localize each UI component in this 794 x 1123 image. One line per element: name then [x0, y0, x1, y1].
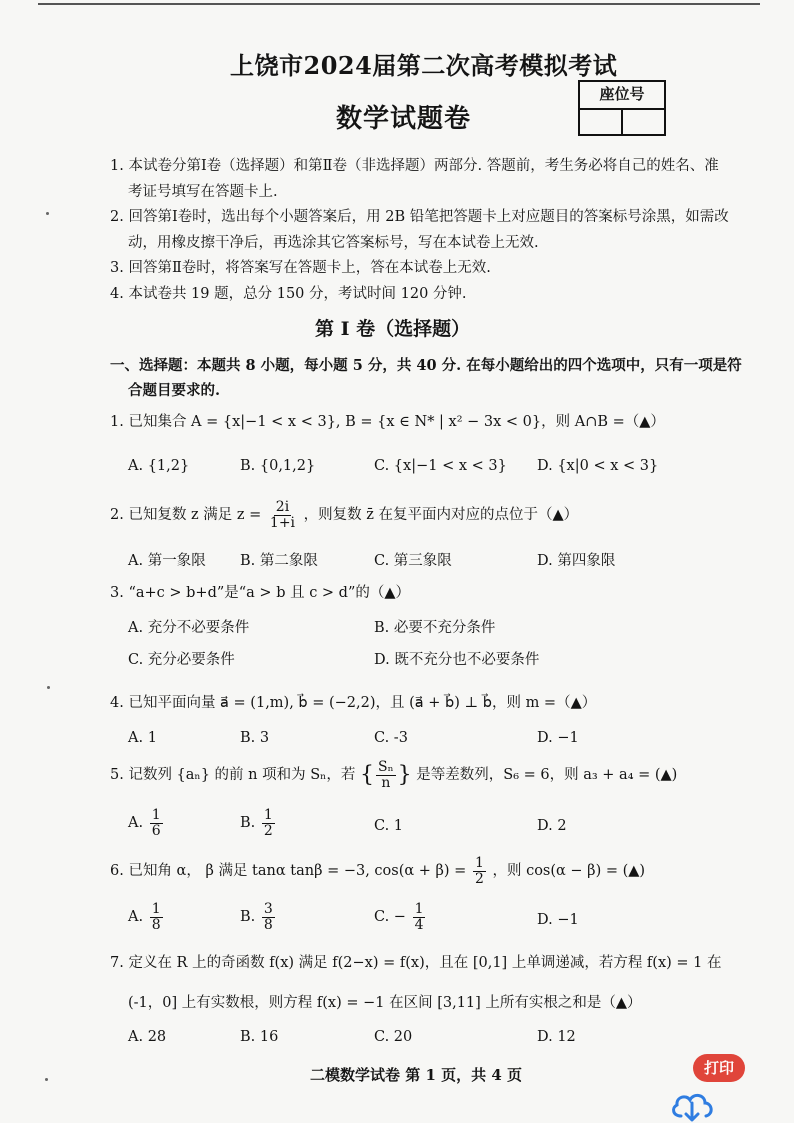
- question-7-option-a: A. 28: [128, 1029, 167, 1045]
- page-footer: 二模数学试卷 第 1 页，共 4 页: [310, 1066, 522, 1084]
- question-3-option-c: C. 充分必要条件: [128, 652, 235, 668]
- question-2-stem-post: ，则复数 z̄ 在复平面内对应的点位于（▲）: [303, 507, 579, 524]
- question-5-denominator: n: [381, 774, 391, 791]
- question-2-option-a: A. 第一象限: [128, 553, 206, 569]
- question-2-numerator: 2i: [275, 499, 290, 515]
- question-7-option-d: D. 12: [537, 1029, 576, 1045]
- question-6-denominator: 2: [474, 870, 484, 887]
- instruction-4: 4. 本试卷共 19 题，总分 150 分，考试时间 120 分钟.: [110, 286, 467, 302]
- question-5-option-a-fraction: [150, 808, 163, 838]
- instruction-2-cont: 动，用橡皮擦干净后，再选涂其它答案标号，写在本试卷上无效.: [128, 235, 539, 251]
- question-6-option-a-num: 1: [151, 901, 161, 917]
- question-2-option-c: C. 第三象限: [374, 553, 452, 569]
- question-4-stem: 4. 已知平面向量 a⃗ = (1,m), b⃗ = (−2,2)，且 (a⃗ + b⃗) ⊥ b⃗，则 m =（▲）: [110, 695, 597, 711]
- question-5-stem-post: 是等差数列，S₆ = 6，则 a₃ + a₄ = (▲): [416, 767, 678, 784]
- question-6-option-b-label: B.: [240, 909, 256, 926]
- question-5-option-b-den: 2: [263, 822, 273, 839]
- question-6-numerator: 1: [474, 855, 484, 871]
- question-5-option-a-label: A.: [128, 815, 144, 832]
- question-3-option-d: D. 既不充分也不必要条件: [374, 652, 540, 668]
- question-5-stem: [110, 760, 677, 790]
- question-2-denominator: 1+i: [269, 514, 296, 531]
- question-5-option-b-num: 1: [263, 807, 273, 823]
- question-1-option-c: C. {x|−1 < x < 3}: [374, 458, 507, 474]
- question-5-option-b-fraction: [262, 808, 275, 838]
- scan-speck: [46, 212, 49, 215]
- question-6-option-c-fraction: [413, 902, 426, 932]
- question-7-option-c: C. 20: [374, 1029, 413, 1045]
- question-5-option-a-num: 1: [151, 807, 161, 823]
- question-1-option-a: A. {1,2}: [128, 458, 190, 474]
- section-intro: 一、选择题：本题共 8 小题，每小题 5 分，共 40 分. 在每小题给出的四个选项中，只有一项是符: [110, 357, 742, 374]
- question-5-option-b-label: B.: [240, 815, 256, 832]
- question-6-option-c-den: 4: [414, 916, 424, 933]
- question-3-option-b: B. 必要不充分条件: [374, 620, 496, 636]
- seat-number-box: [578, 80, 666, 136]
- question-5-right-brace: }: [397, 762, 412, 788]
- question-2-stem-pre: 2. 已知复数 z 满足 z =: [110, 507, 262, 524]
- question-6-option-b-fraction: [262, 902, 275, 932]
- question-6-option-c-num: 1: [414, 901, 424, 917]
- question-6-stem-pre: 6. 已知角 α， β 满足 tanα tanβ = −3, cos(α + β) =: [110, 863, 467, 880]
- question-5-fraction: [376, 760, 396, 790]
- seat-number-label: 座位号: [580, 82, 664, 110]
- question-5-left-brace: {: [360, 762, 375, 788]
- seat-number-cells: [580, 110, 664, 136]
- question-5-option-a: [128, 808, 165, 838]
- question-7-stem-cont: (-1，0] 上有实数根，则方程 f(x) = −1 在区间 [3,11] 上所有实根之和是（▲）: [128, 995, 642, 1011]
- question-2-fraction: [268, 500, 297, 530]
- question-6-option-a-fraction: [150, 902, 163, 932]
- question-6-stem-post: ，则 cos(α − β) = (▲): [492, 863, 646, 880]
- question-6-option-b: [240, 902, 277, 932]
- question-3-option-a: A. 充分不必要条件: [128, 620, 250, 636]
- section-intro-cont: 合题目要求的.: [128, 382, 221, 399]
- question-6-option-a-den: 8: [151, 916, 161, 933]
- print-button[interactable]: 打印: [693, 1054, 745, 1082]
- question-6-option-b-den: 8: [263, 916, 273, 933]
- question-1-option-b: B. {0,1,2}: [240, 458, 316, 474]
- question-6-option-b-num: 3: [263, 901, 273, 917]
- question-3-stem: 3. “a+c > b+d”是“a > b 且 c > d”的（▲）: [110, 585, 411, 601]
- question-4-option-d: D. −1: [537, 730, 579, 746]
- scan-speck: [45, 1078, 48, 1081]
- question-1-stem: 1. 已知集合 A = {x|−1 < x < 3}, B = {x ∈ N* | x² − 3x < 0}，则 A∩B =（▲）: [110, 414, 665, 430]
- cloud-download-icon[interactable]: [668, 1088, 716, 1122]
- instruction-2: 2. 回答第Ⅰ卷时，选出每个小题答案后，用 2B 铅笔把答题卡上对应题目的答案标号涂黑，如需改: [110, 209, 729, 225]
- question-5-option-b: [240, 808, 277, 838]
- question-1-option-d: D. {x|0 < x < 3}: [537, 458, 659, 474]
- question-5-option-d: D. 2: [537, 818, 567, 834]
- question-4-option-b: B. 3: [240, 730, 270, 746]
- top-border-line: [38, 3, 760, 5]
- question-6-option-d: D. −1: [537, 912, 579, 928]
- question-6-option-c-label: C. −: [374, 909, 406, 926]
- question-2-option-b: B. 第二象限: [240, 553, 318, 569]
- question-6-stem: [110, 856, 645, 886]
- question-6-option-c: [374, 902, 427, 932]
- exam-title: 上饶市2024届第二次高考模拟考试: [230, 51, 618, 80]
- question-5-stem-pre: 5. 记数列 {aₙ} 的前 n 项和为 Sₙ，若: [110, 767, 356, 784]
- question-4-option-a: A. 1: [128, 730, 157, 746]
- question-5-option-c: C. 1: [374, 818, 404, 834]
- question-2-stem: [110, 500, 578, 530]
- scan-speck: [47, 686, 50, 689]
- question-6-option-a: [128, 902, 165, 932]
- exam-subtitle: 数学试题卷: [336, 104, 472, 134]
- instruction-1: 1. 本试卷分第Ⅰ卷（选择题）和第Ⅱ卷（非选择题）两部分. 答题前，考生务必将自己的姓名、准: [110, 158, 719, 174]
- question-7-stem: 7. 定义在 R 上的奇函数 f(x) 满足 f(2−x) = f(x)，且在 [0,1] 上单调递减，若方程 f(x) = 1 在: [110, 955, 722, 971]
- instruction-3: 3. 回答第Ⅱ卷时，将答案写在答题卡上，答在本试卷上无效.: [110, 260, 491, 276]
- question-5-option-a-den: 6: [151, 822, 161, 839]
- question-4-option-c: C. -3: [374, 730, 408, 746]
- section-title: 第 I 卷（选择题）: [315, 318, 471, 340]
- question-2-option-d: D. 第四象限: [537, 553, 616, 569]
- question-7-option-b: B. 16: [240, 1029, 279, 1045]
- question-5-numerator: Sₙ: [378, 759, 394, 775]
- question-6-option-a-label: A.: [128, 909, 144, 926]
- instruction-1-cont: 考证号填写在答题卡上.: [128, 184, 278, 200]
- question-6-fraction: [473, 856, 486, 886]
